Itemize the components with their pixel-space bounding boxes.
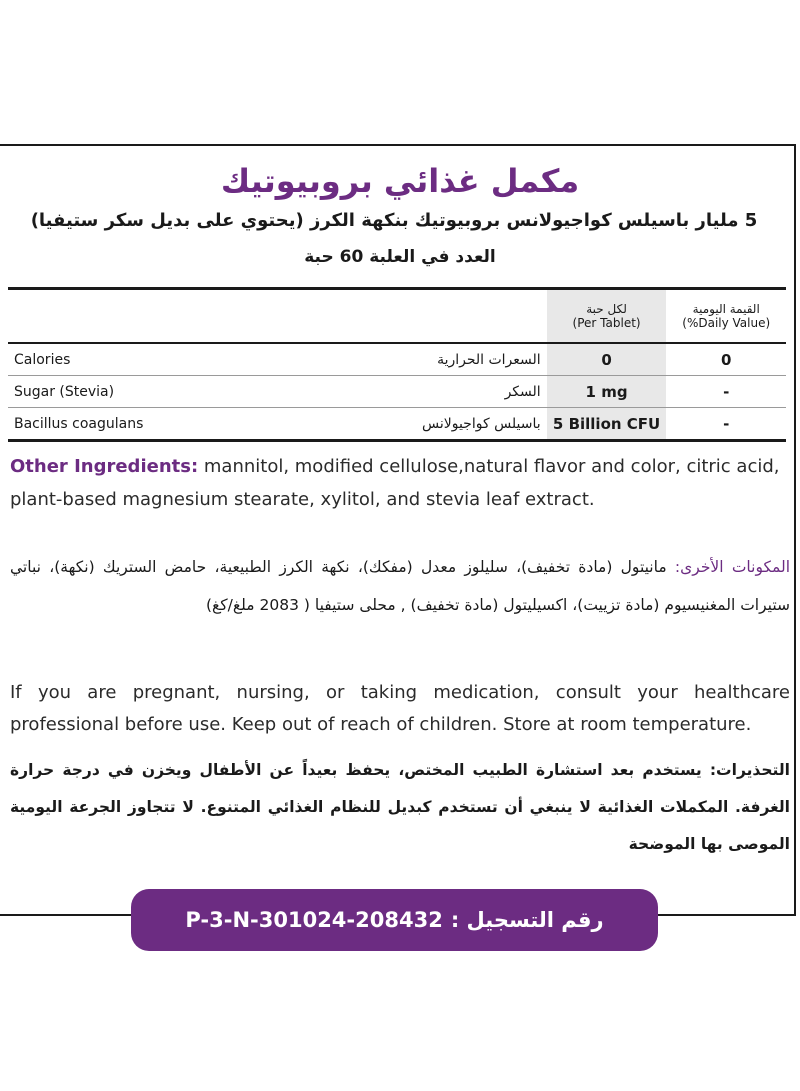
per-tablet-header-en: (Per Tablet)	[572, 316, 641, 330]
daily-value-header	[666, 289, 786, 344]
row-name: Bacillus coagulans	[8, 408, 215, 441]
table-row	[8, 376, 786, 408]
other-ingredients-en	[10, 450, 790, 516]
row-daily-value: -	[666, 376, 786, 408]
warnings-en: If you are pregnant, nursing, or taking medication, consult your healthcare professional before use. Keep out of reach of children. Store at room temperature.	[10, 682, 790, 735]
per-tablet-header	[547, 289, 667, 344]
table-row	[8, 408, 786, 441]
row-daily-value: 0	[666, 343, 786, 376]
per-tablet-header-ar: لكل حبة	[586, 302, 627, 316]
row-per-tablet: 5 Billion CFU	[547, 408, 667, 441]
header-blank-ar	[215, 289, 547, 344]
other-ingredients-label-en: Other Ingredients:	[10, 456, 199, 477]
registration-number: P-3-N-301024-208432	[185, 908, 443, 932]
row-name: Calories	[8, 343, 215, 376]
row-name: Sugar (Stevia)	[8, 376, 215, 408]
other-ingredients-text-ar: مانيتول (مادة تخفيف)، سليلوز معدل (مفكك)، نكهة الكرز الطبيعية، حامض الستريك (نكهة)، نباتي ستيرات المغنيسيوم (مادة تزييت)، اكسيليتول (مادة تخفيف) , محلى ستيفيا ( 2083 ملغ/كغ)	[10, 558, 790, 614]
row-daily-value: -	[666, 408, 786, 441]
other-ingredients-label-ar: المكونات الأخرى:	[674, 558, 791, 576]
row-name-ar: السعرات الحرارية	[215, 343, 547, 376]
other-ingredients-text-en: mannitol, modified cellulose,natural flavor and color, citric acid, plant-based magnesium stearate, xylitol, and stevia leaf extract.	[10, 456, 780, 510]
supplement-facts-table	[8, 287, 786, 442]
table-header-row	[8, 289, 786, 344]
registration-badge	[131, 889, 658, 951]
warnings-ar: التحذيرات: يستخدم بعد استشارة الطبيب المختص، يحفظ بعيداً عن الأطفال ويخزن في درجة حرارة الغرفة. المكملات الغذائية لا ينبغي أن تستخدم كبديل للنظام الغذائي المتنوع. لا تتجاوز الجرعة اليومية الموصى بها الموضحة	[10, 761, 790, 853]
header-blank-name	[8, 289, 215, 344]
tablet-count: العدد في العلبة 60 حبة	[304, 247, 496, 267]
other-ingredients-ar	[10, 548, 790, 624]
product-title: مكمل غذائي بروبيوتيك	[220, 162, 580, 200]
row-name-ar: السكر	[215, 376, 547, 408]
row-per-tablet: 0	[547, 343, 667, 376]
daily-value-header-ar: القيمة اليومية	[692, 302, 760, 316]
product-subtitle: 5 مليار باسيلس كواجيولانس بروبيوتيك بنكهة الكرز (يحتوي على بديل سكر ستيفيا)	[30, 210, 758, 231]
row-per-tablet: 1 mg	[547, 376, 667, 408]
row-name-ar: باسيلس كواجيولانس	[215, 408, 547, 441]
table-row	[8, 343, 786, 376]
daily-value-header-en: (%Daily Value)	[682, 316, 771, 330]
registration-label: رقم التسجيل :	[450, 908, 604, 932]
